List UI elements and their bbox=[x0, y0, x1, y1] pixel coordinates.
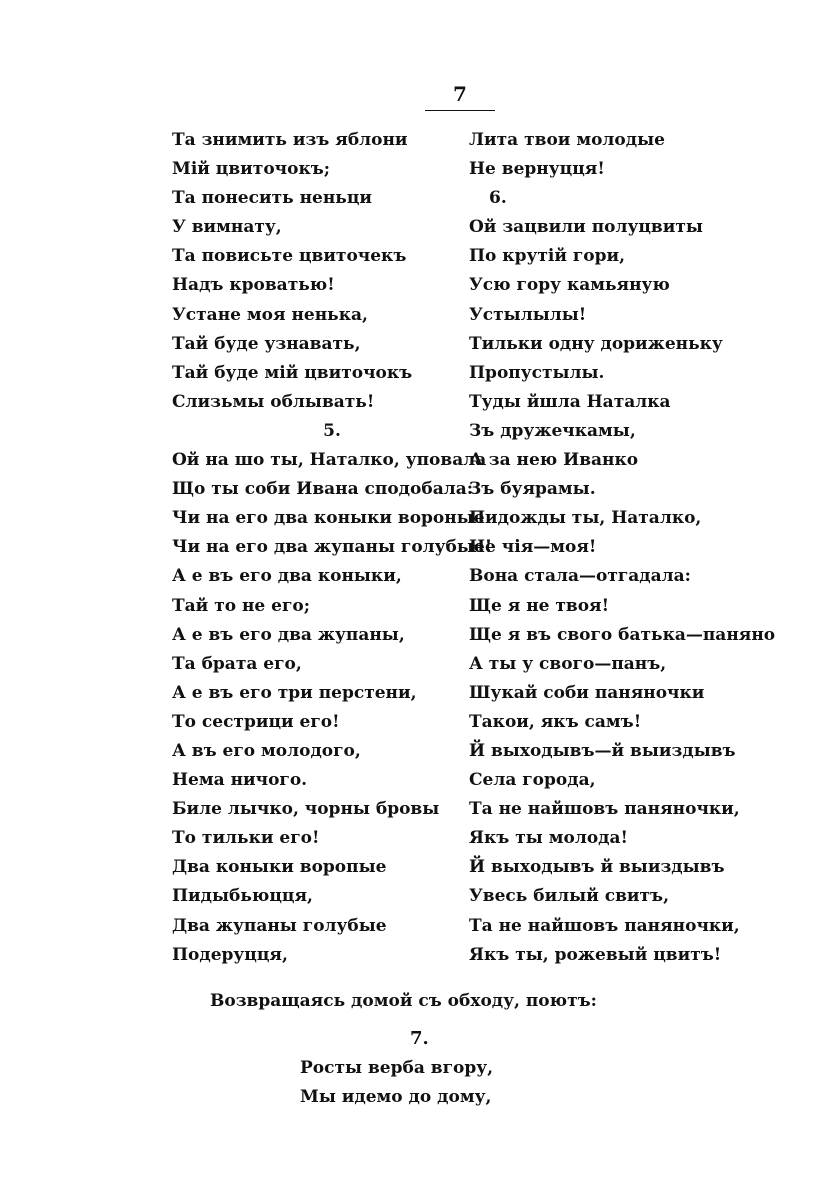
verse-line: Ой на шо ты, Наталко, уповала bbox=[172, 450, 487, 471]
verse-line: Та не найшовъ паняночки, bbox=[469, 915, 740, 936]
verse-line: Зъ дружечкамы, bbox=[469, 420, 636, 441]
verse-line: Та не найшовъ паняночки, bbox=[469, 799, 740, 820]
verse-line: Усю гору камьяную bbox=[469, 275, 670, 296]
verse-line: У вимнату, bbox=[172, 217, 282, 238]
verse-line: А е въ его два жупаны, bbox=[172, 624, 405, 645]
verse-line: Два коныки воропые bbox=[172, 857, 387, 878]
verse-line: Та брата его, bbox=[172, 653, 302, 674]
verse-line: Устылылы! bbox=[469, 304, 587, 325]
verse-line: Й выходывъ—й выиздывъ bbox=[469, 740, 736, 761]
verse-line: То сестрици его! bbox=[172, 711, 340, 732]
verse-line: А въ его молодого, bbox=[172, 740, 361, 761]
verse-line: Надъ кроватью! bbox=[172, 275, 335, 296]
verse-line: Пидожды ты, Наталко, bbox=[469, 508, 702, 529]
page-number: 7 bbox=[425, 82, 495, 111]
verse-line: Якъ ты молода! bbox=[469, 828, 628, 849]
verse-line: Ой зацвили полуцвиты bbox=[469, 217, 703, 238]
verse-line: Та повисьте цвиточекъ bbox=[172, 246, 407, 267]
verse-line: Чи на его два жупаны голубые! bbox=[172, 537, 493, 558]
verse-line: Туды йшла Наталка bbox=[469, 391, 671, 412]
verse-line: Мы идемо до дому, bbox=[300, 1087, 492, 1107]
verse-line: Тай буде узнавать, bbox=[172, 333, 361, 354]
song-number: 6. bbox=[489, 188, 507, 209]
verse-line: А за нею Иванко bbox=[469, 450, 639, 471]
intro-line: Возвращаясь домой съ обходу, поютъ: bbox=[210, 991, 597, 1011]
verse-line: Два жупаны голубые bbox=[172, 915, 387, 936]
verse-line: Не вернуцця! bbox=[469, 159, 605, 180]
verse-line: Тай буде мій цвиточокъ bbox=[172, 362, 413, 383]
verse-line: Пидыбьюцця, bbox=[172, 886, 313, 907]
song-7-verse bbox=[300, 1054, 493, 1112]
verse-line: Ще я не твоя! bbox=[469, 595, 610, 616]
verse-line: Биле лычко, чорны бровы bbox=[172, 799, 440, 820]
verse-line: Росты верба вгору, bbox=[300, 1058, 494, 1078]
verse-line: Вона стала—отгадала: bbox=[469, 566, 691, 587]
verse-line: Якъ ты, рожевый цвитъ! bbox=[469, 944, 722, 965]
verse-line: Нема ничого. bbox=[172, 770, 308, 791]
verse-line: А е въ его три перстени, bbox=[172, 682, 417, 703]
verse-line: По крутій гори, bbox=[469, 246, 626, 267]
right-column bbox=[469, 126, 789, 970]
verse-line: Устане моя ненька, bbox=[172, 304, 368, 325]
verse-line: Лита твои молодые bbox=[469, 130, 665, 150]
verse-line: То тильки его! bbox=[172, 828, 320, 849]
verse-line: Зъ буярамы. bbox=[469, 479, 596, 500]
verse-line: Мій цвиточокъ; bbox=[172, 159, 331, 180]
verse-line: Та знимить изъ яблони bbox=[172, 130, 408, 150]
verse-line: А е въ его два коныки, bbox=[172, 566, 402, 587]
verse-line: Такои, якъ самъ! bbox=[469, 711, 642, 732]
song-7-number: 7. bbox=[410, 1028, 429, 1049]
verse-line: Увесь билый свитъ, bbox=[469, 886, 669, 907]
song-number: 5. bbox=[323, 420, 341, 441]
verse-line: Шукай соби паняночки bbox=[469, 682, 705, 703]
left-column bbox=[172, 126, 493, 970]
verse-line: Подеруцця, bbox=[172, 944, 288, 965]
verse-line: Тильки одну дориженьку bbox=[469, 333, 723, 354]
verse-line: Тай то не его; bbox=[172, 595, 311, 616]
verse-line: Та понесить неньци bbox=[172, 188, 372, 209]
verse-line: Ще я въ свого батька—паняно bbox=[469, 624, 776, 645]
verse-line: Слизьмы облывать! bbox=[172, 391, 375, 412]
verse-line: Пропустылы. bbox=[469, 362, 605, 383]
verse-line: А ты у свого—панъ, bbox=[469, 653, 667, 674]
verse-line: Що ты соби Ивана сподобала: bbox=[172, 479, 473, 500]
verse-line: Села города, bbox=[469, 770, 596, 791]
verse-line: Чи на его два коныки вороные bbox=[172, 508, 485, 529]
verse-line: Не чія—моя! bbox=[469, 537, 597, 558]
verse-line: Й выходывъ й выиздывъ bbox=[469, 857, 725, 878]
